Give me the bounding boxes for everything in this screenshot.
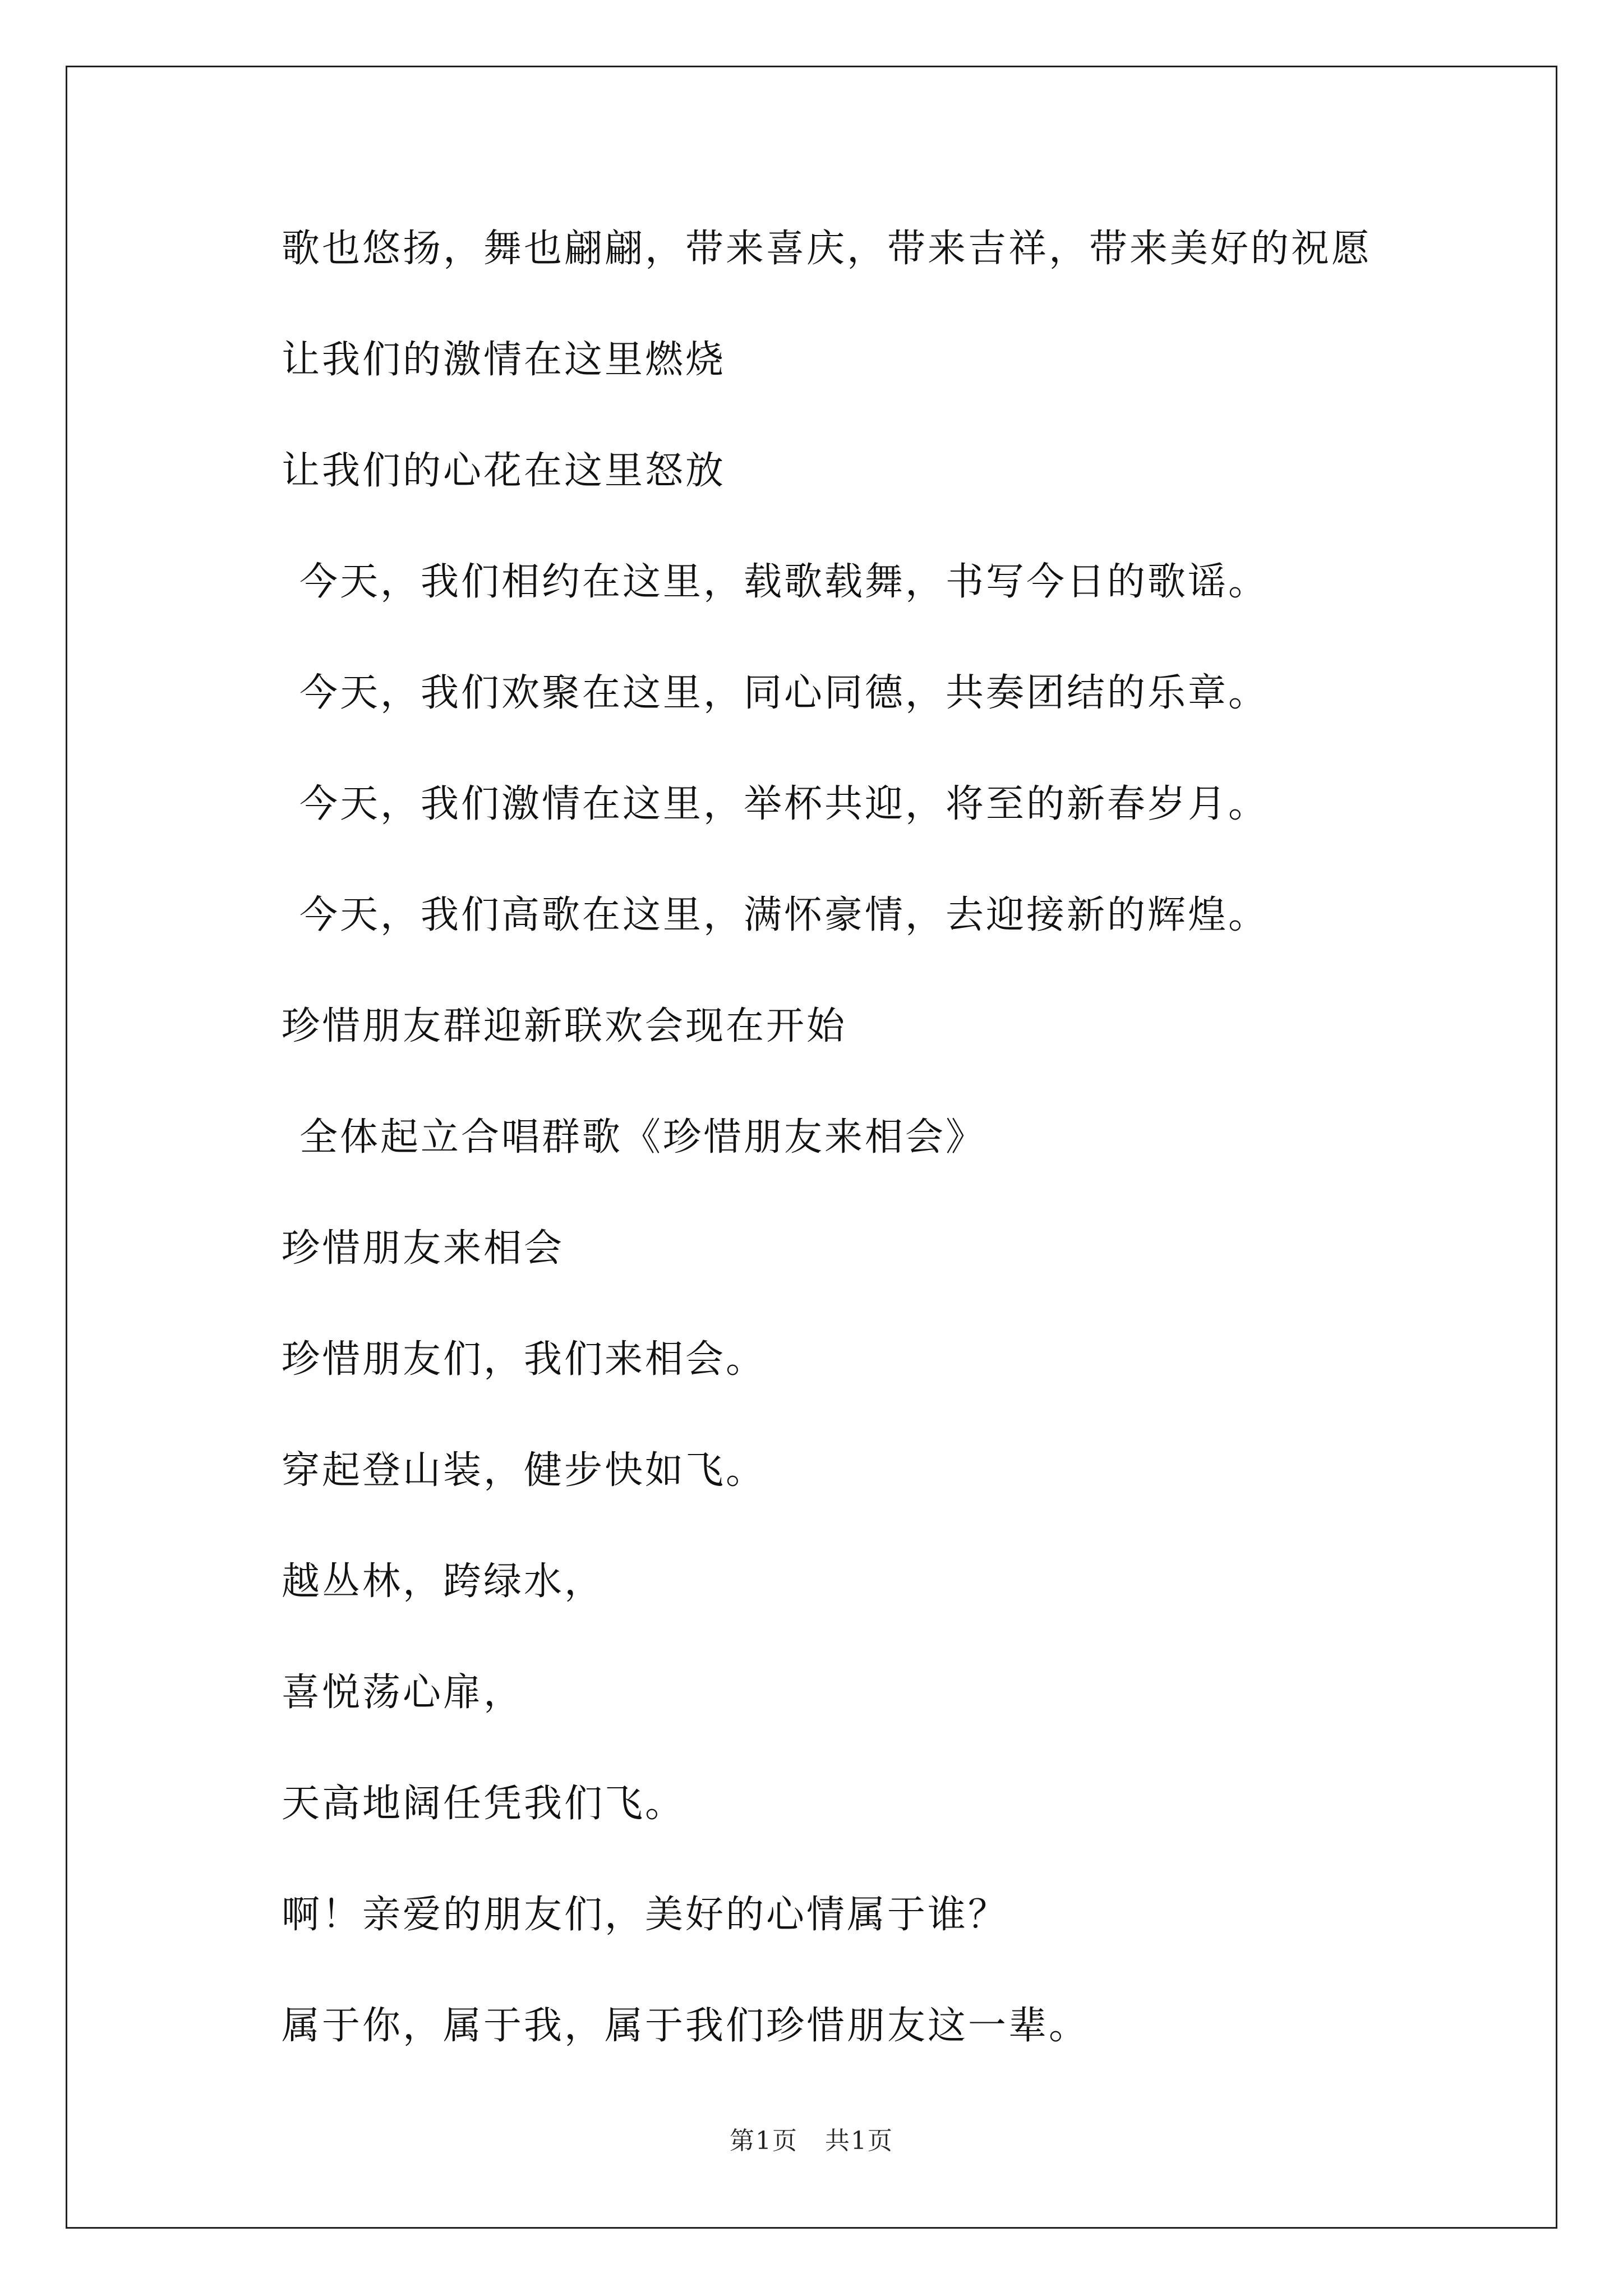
- text-line: 今天，我们激情在这里，举杯共迎，将至的新春岁月。: [299, 782, 1269, 826]
- text-line: 珍惜朋友来相会: [282, 1226, 565, 1271]
- text-line: 越丛林，跨绿水，: [282, 1559, 605, 1604]
- text-line: 珍惜朋友群迎新联欢会现在开始: [282, 1004, 847, 1048]
- text-line: 属于你，属于我，属于我们珍惜朋友这一辈。: [282, 2004, 1090, 2048]
- text-line: 今天，我们高歌在这里，满怀豪情，去迎接新的辉煌。: [299, 893, 1269, 937]
- text-line: 啊！亲爱的朋友们，美好的心情属于谁？: [282, 1893, 1009, 1937]
- text-line: 今天，我们相约在这里，载歌载舞，书写今日的歌谣。: [299, 560, 1269, 604]
- text-line: 全体起立合唱群歌《珍惜朋友来相会》: [299, 1115, 986, 1159]
- text-line: 让我们的激情在这里燃烧: [282, 338, 726, 382]
- text-line: 让我们的心花在这里怒放: [282, 449, 726, 493]
- page-number: 第1页 共1页: [730, 2127, 893, 2155]
- text-line: 天高地阔任凭我们飞。: [282, 1782, 686, 1826]
- text-line: 喜悦荡心扉，: [282, 1671, 524, 1715]
- document-body: [282, 213, 1515, 2101]
- text-line: 珍惜朋友们，我们来相会。: [282, 1337, 767, 1382]
- text-line: 今天，我们欢聚在这里，同心同德，共奏团结的乐章。: [299, 671, 1269, 715]
- text-line: 歌也悠扬，舞也翩翩，带来喜庆，带来吉祥，带来美好的祝愿: [282, 227, 1372, 271]
- text-line: 穿起登山装，健步快如飞。: [282, 1448, 767, 1493]
